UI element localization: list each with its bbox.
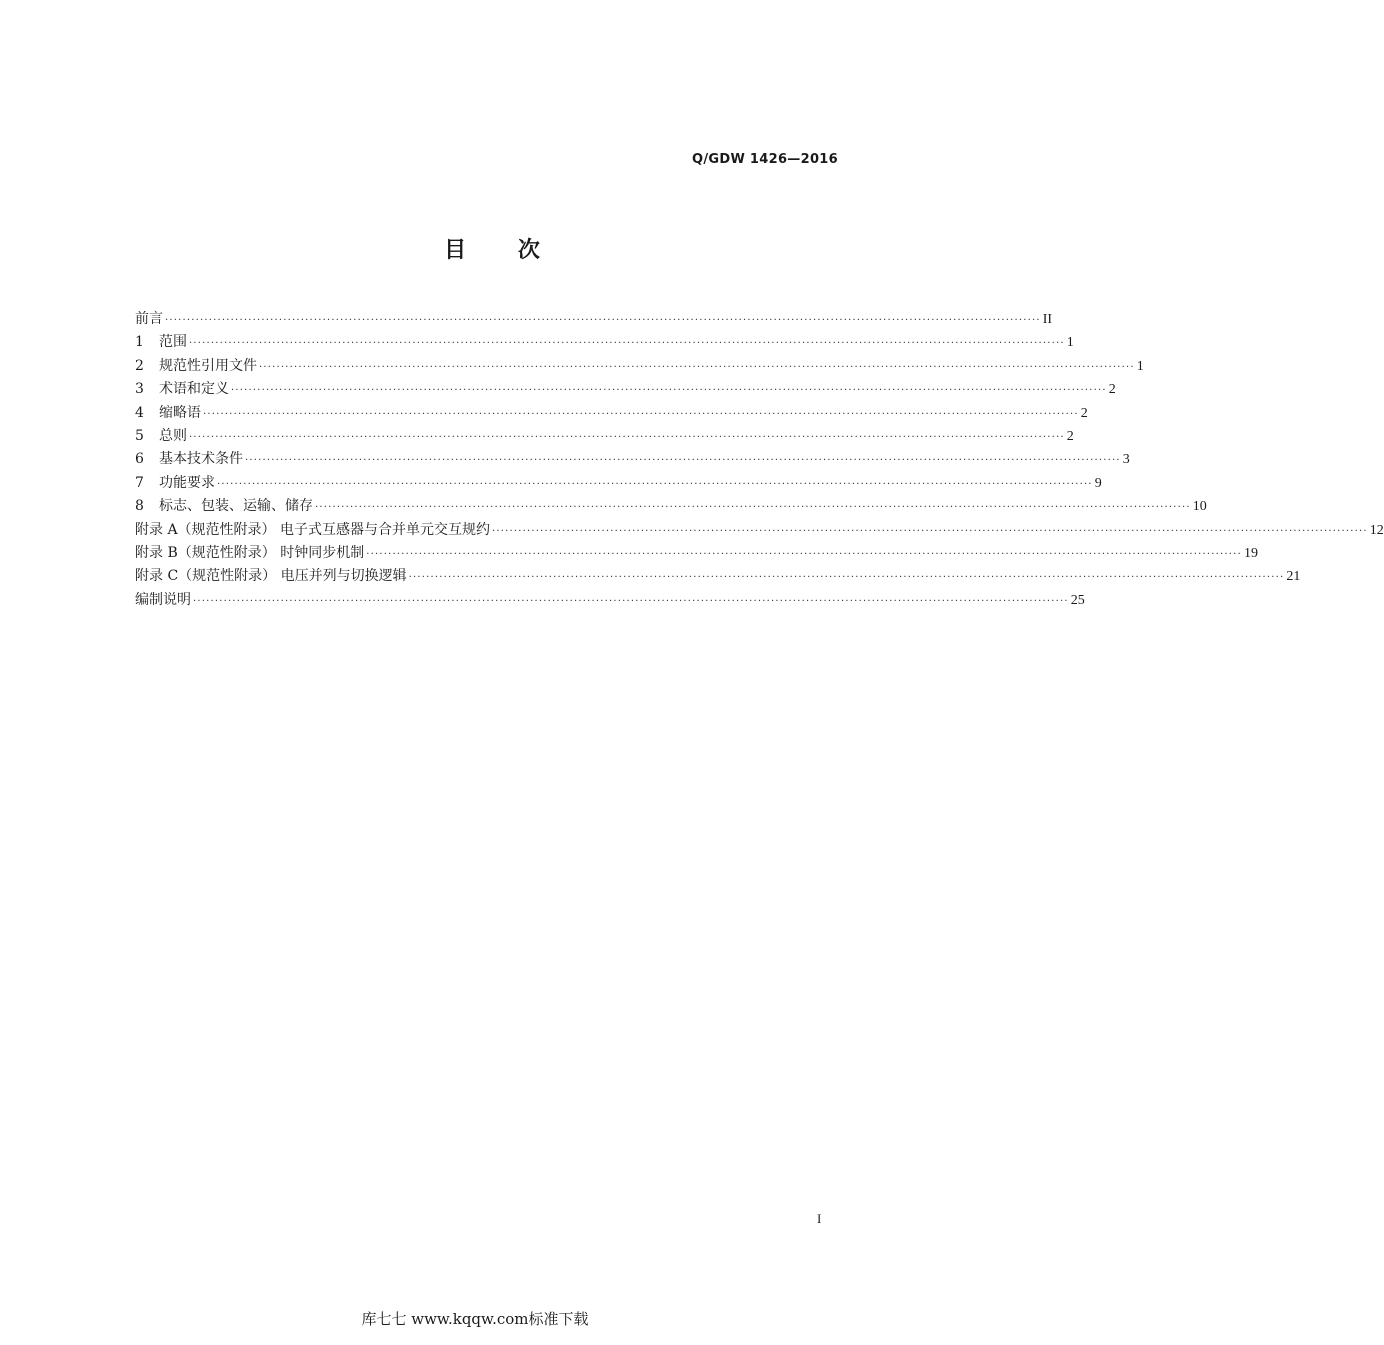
toc-page-number: 12 (1369, 522, 1384, 538)
toc-row-4[interactable] (135, 402, 1088, 425)
toc-page-number: 1 (1066, 335, 1074, 351)
toc-page-number: 10 (1192, 499, 1207, 515)
toc-row-7[interactable] (135, 472, 1102, 495)
toc-page-number: 2 (1080, 405, 1088, 421)
toc-row-compilation-notes[interactable] (135, 589, 1085, 612)
toc-leader: ········································································································································································································ (315, 502, 1191, 514)
toc-page-number: 1 (1136, 358, 1144, 374)
toc-page-number: 3 (1122, 452, 1130, 468)
toc-leader: ········································································································································································································ (217, 478, 1093, 490)
toc-page-number: 19 (1243, 545, 1258, 561)
toc-row-3[interactable] (135, 378, 1116, 401)
toc-row-2[interactable] (135, 355, 1144, 378)
toc-label: 前言 (135, 311, 163, 327)
standard-code: Q/GDW 1426—2016 (692, 152, 838, 167)
toc-leader: ········································································································································································································ (408, 572, 1285, 584)
toc-label: 5 总则 (135, 427, 187, 444)
toc-row-appendix-a[interactable] (135, 519, 1384, 542)
toc-row-appendix-c[interactable] (135, 565, 1301, 588)
toc-label: 4 缩略语 (135, 404, 201, 421)
toc-row-6[interactable] (135, 448, 1130, 471)
toc-label: 6 基本技术条件 (135, 451, 243, 468)
toc-label: 附录 C（规范性附录） 电压并列与切换逻辑 (135, 568, 407, 585)
toc-page-number: II (1042, 312, 1053, 327)
toc-label: 7 功能要求 (135, 474, 215, 491)
page-number: I (817, 1211, 822, 1226)
footer-watermark: 库七七 www.kqqw.com标准下载 (361, 1310, 589, 1328)
toc-page-number: 21 (1286, 569, 1301, 585)
page-title: 目 次 (444, 237, 562, 263)
toc-row-1[interactable] (135, 331, 1074, 354)
toc-page-number: 25 (1070, 592, 1085, 608)
toc-row-5[interactable] (135, 425, 1074, 448)
toc-row-appendix-b[interactable] (135, 542, 1258, 565)
toc-label: 2 规范性引用文件 (135, 357, 257, 374)
toc-leader: ········································································································································································································ (193, 595, 1069, 607)
toc-row-preface[interactable] (135, 308, 1053, 331)
toc-row-8[interactable] (135, 495, 1207, 518)
table-of-contents (135, 308, 1384, 612)
toc-leader: ········································································································································································································ (366, 548, 1242, 560)
toc-label: 1 范围 (135, 334, 187, 351)
toc-page-number: 2 (1066, 428, 1074, 444)
toc-leader: ········································································································································································································ (231, 385, 1107, 397)
toc-leader: ········································································································································································································ (259, 361, 1135, 373)
toc-leader: ········································································································································································································ (492, 525, 1368, 537)
toc-page-number: 2 (1108, 382, 1116, 398)
toc-page-number: 9 (1094, 475, 1102, 491)
toc-leader: ········································································································································································································ (189, 431, 1065, 443)
toc-leader: ········································································································································································································ (189, 338, 1065, 350)
toc-leader: ········································································································································································································ (203, 408, 1079, 420)
toc-label: 编制说明 (135, 591, 191, 608)
toc-label: 附录 B（规范性附录） 时钟同步机制 (135, 544, 365, 561)
toc-label: 3 术语和定义 (135, 381, 229, 398)
toc-label: 附录 A（规范性附录） 电子式互感器与合并单元交互规约 (135, 521, 491, 538)
toc-leader: ········································································································································································································ (245, 455, 1121, 467)
toc-leader: ········································································································································································································ (165, 315, 1041, 326)
toc-label: 8 标志、包装、运输、储存 (135, 498, 313, 515)
